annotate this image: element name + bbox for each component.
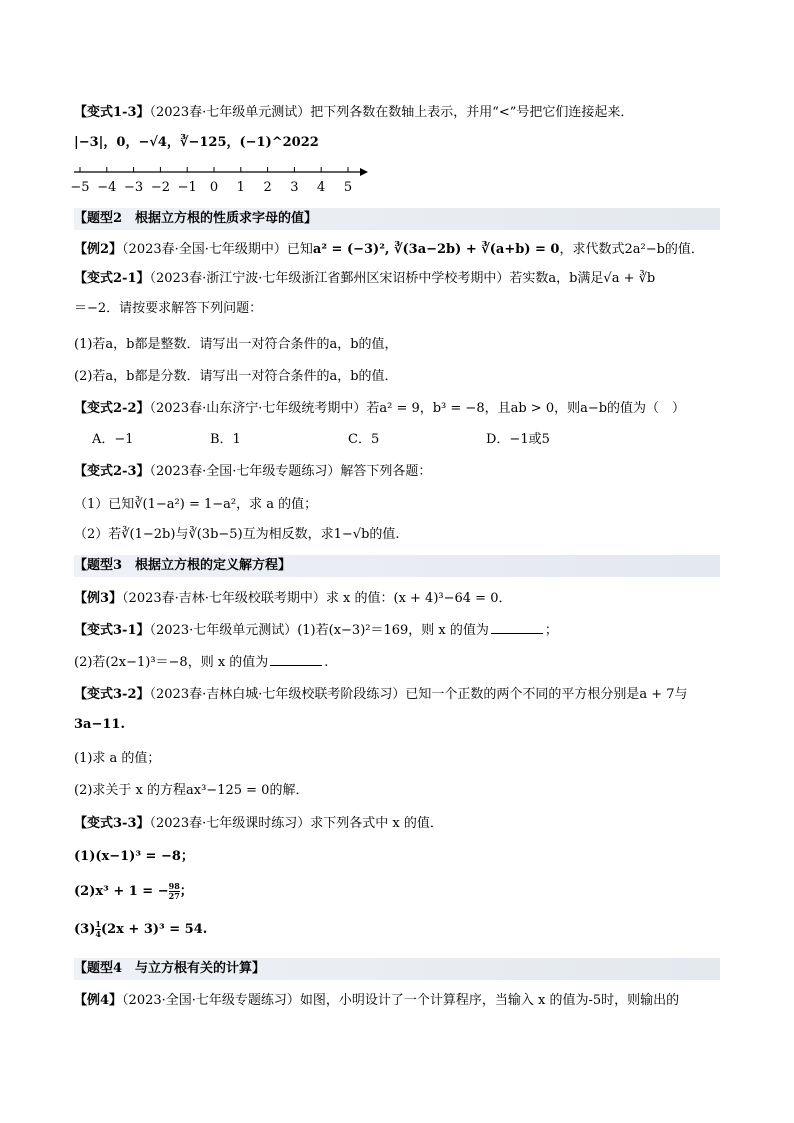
variant-1-3 xyxy=(74,104,633,122)
variant-text: （2023春·山东济宁·七年级统考期中）若a² = 9，b³ = −8，且ab > 0，则a−b的值为（ ） xyxy=(149,401,686,416)
tick-label: 4 xyxy=(317,180,326,195)
variant-text: （2023春·浙江宁波·七年级浙江省鄞州区宋诏桥中学校考期中）若实数a，b满足√a + ∛b xyxy=(149,271,656,286)
option-a: A．−1 xyxy=(92,432,134,447)
variant-tag: 【变式2-3】 xyxy=(74,464,150,479)
variant-tag: 【变式3-2】 xyxy=(74,687,150,702)
example-3 xyxy=(74,590,511,608)
question-3-2-2: (2)求关于 x 的方程ax³−125 = 0的解． xyxy=(74,783,309,798)
tick-label: 2 xyxy=(263,180,272,195)
question-3-2-1: (1)求 a 的值； xyxy=(74,751,161,766)
punct: ； xyxy=(544,623,558,638)
fraction xyxy=(169,882,180,901)
variant-tag: 【变式3-1】 xyxy=(74,623,150,638)
variant-text: （2023春·全国·七年级专题练习）解答下列各题： xyxy=(149,464,432,479)
variant-2-1 xyxy=(74,270,655,288)
variant-3-3 xyxy=(74,815,443,833)
variant-text: （2023春·七年级课时练习）求下列各式中 x 的值． xyxy=(149,816,443,831)
example-tag: 【例3】 xyxy=(74,591,123,606)
variant-3-1 xyxy=(74,621,558,640)
question-2-3-1: （1）已知∛(1−a²) = 1−a²，求 a 的值； xyxy=(74,497,318,512)
tick-label: 0 xyxy=(209,180,219,195)
equation-left: (2)x³ + 1 = − xyxy=(74,884,169,899)
answer-blank-1[interactable] xyxy=(491,621,543,634)
example-2 xyxy=(74,241,704,259)
variant-2-1-line2: ＝−2．请按要求解答下列问题： xyxy=(74,301,263,316)
number-line-arrow xyxy=(360,168,368,176)
tick-label: 1 xyxy=(236,180,245,195)
number-line xyxy=(70,164,370,196)
tick-label: −3 xyxy=(124,180,144,195)
question-3-3-3 xyxy=(74,920,207,939)
variant-text: （2023春·七年级单元测试）把下列各数在数轴上表示，并用“<”号把它们连接起来． xyxy=(149,105,634,120)
example-pre: （2023春·全国·七年级期中）已知 xyxy=(122,242,313,257)
question-2-1-1: (1)若a，b都是整数．请写出一对符合条件的a，b的值， xyxy=(74,337,398,352)
tick-label: −5 xyxy=(70,180,90,195)
fraction-numerator: 1 xyxy=(95,919,101,929)
variant-tag: 【变式2-1】 xyxy=(74,271,150,286)
question-2-3-2: （2）若∛(1−2b)与∛(3b−5)互为相反数，求1−√b的值. xyxy=(74,527,400,542)
question-2-1-2: (2)若a，b都是分数．请写出一对符合条件的a，b的值． xyxy=(74,369,398,384)
option-c: C．5 xyxy=(348,432,380,447)
fraction-denominator: 27 xyxy=(168,891,180,901)
tick-label: −4 xyxy=(97,180,117,195)
variant-tag: 【变式3-3】 xyxy=(74,816,150,831)
question-number: (3) xyxy=(74,922,96,937)
option-d: D．−1或5 xyxy=(486,432,550,447)
answer-blank-2[interactable] xyxy=(270,653,322,666)
variant-3-2 xyxy=(74,686,688,704)
variant-3-2-line2: 3a−11. xyxy=(74,717,125,732)
tick-label: −2 xyxy=(150,180,170,195)
punct: ； xyxy=(179,884,193,899)
number-list: |−3|，0，−√4，∛−125，(−1)^2022 xyxy=(74,135,319,150)
example-text: （2023·全国·七年级专题练习）如图，小明设计了一个计算程序，当输入 x 的值为-5时，则输出的 xyxy=(122,993,680,1008)
section-title-2: 【题型2 根据立方根的性质求字母的值】 xyxy=(74,211,318,226)
example-4 xyxy=(74,992,679,1010)
section-title-4: 【题型4 与立方根有关的计算】 xyxy=(74,961,266,976)
question-3-3-1: (1)(x−1)³ = −8； xyxy=(74,849,194,864)
variant-text: (2)若(2x−1)³＝−8，则 x 的值为 xyxy=(74,655,269,670)
variant-tag: 【变式2-2】 xyxy=(74,401,150,416)
punct: . xyxy=(324,655,329,670)
example-post: ，求代数式2a²−b的值． xyxy=(559,242,704,257)
question-3-3-2 xyxy=(74,882,193,901)
equation-right: (2x + 3)³ = 54. xyxy=(100,922,208,937)
variant-text: （2023·七年级单元测试）(1)若(x−3)²＝169，则 x 的值为 xyxy=(149,623,489,638)
example-tag: 【例2】 xyxy=(74,242,123,257)
example-tag: 【例4】 xyxy=(74,993,123,1008)
section-title-3: 【题型3 根据立方根的定义解方程】 xyxy=(74,558,292,573)
tick-label: 5 xyxy=(343,180,353,195)
variant-2-3 xyxy=(74,463,431,481)
tick-label: −1 xyxy=(177,180,197,195)
example-expr: a² = (−3)², ∛(3a−2b) + ∛(a+b) = 0 xyxy=(312,242,560,257)
option-b: B．1 xyxy=(210,432,241,447)
variant-2-2 xyxy=(74,400,685,418)
variant-3-1-line2 xyxy=(74,653,328,672)
tick-label: 3 xyxy=(290,180,299,195)
fraction-denominator: 4 xyxy=(95,929,101,939)
variant-tag: 【变式1-3】 xyxy=(74,105,150,120)
variant-text: （2023春·吉林白城·七年级校联考阶段练习）已知一个正数的两个不同的平方根分别是a + 7与 xyxy=(149,687,688,702)
example-text: （2023春·吉林·七年级校联考期中）求 x 的值：(x + 4)³−64 = 0． xyxy=(122,591,512,606)
fraction-numerator: 98 xyxy=(168,881,180,891)
